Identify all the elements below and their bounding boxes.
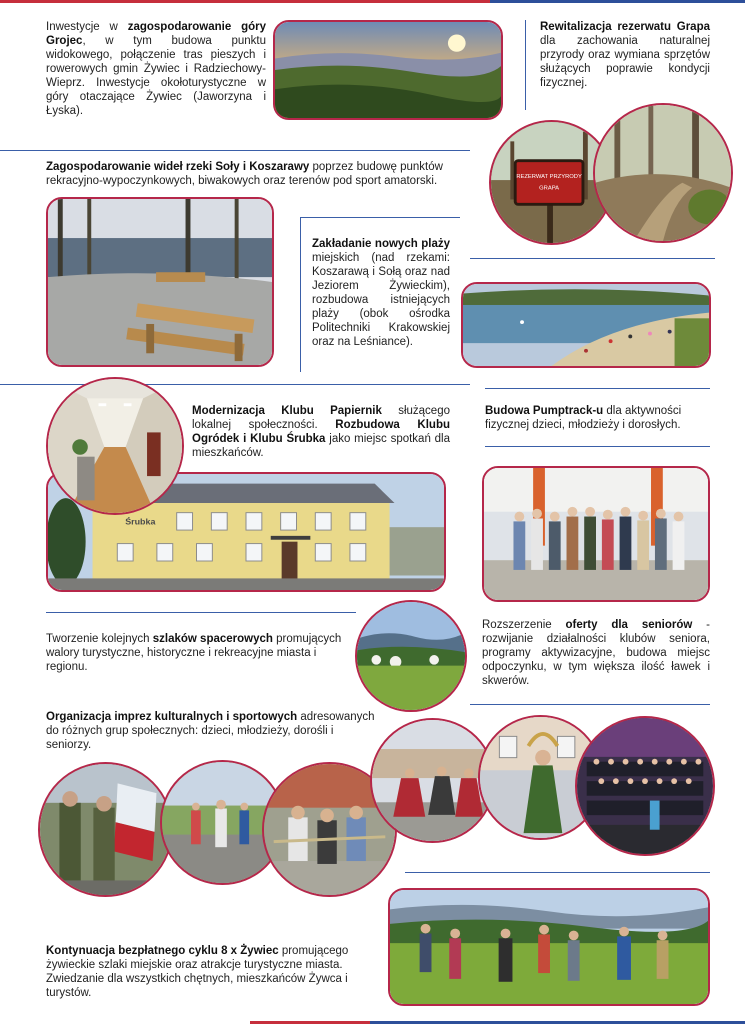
plaze-text: Zakładanie nowych plaży miejskich (nad rzekami: Koszarawą i Sołą oraz nad Jeziorem Żywieckim), rozbudowa istniejących plaży (obok ośrodka Politechniki Krakowskiej oraz na Leśniance). [312, 238, 450, 348]
city-tour-hikers-photo [388, 888, 710, 1006]
club-corridor-photo [46, 377, 184, 515]
building-sign-text: Śrubka [125, 516, 156, 527]
trail-meadow-photo [355, 600, 467, 712]
grojec-landscape-photo [273, 20, 503, 120]
grapa-bottom-rule [470, 258, 715, 259]
pumptrack-text: Budowa Pumptrack-u dla aktywności fizycznej dzieci, młodzieży i dorosłych. [485, 405, 682, 431]
imprezy-text: Organizacja imprez kulturalnych i sportowych adresowanych do różnych grup społecznych: dzieci, młodzieży, dorośli i seniorzy. [46, 711, 375, 751]
grapa-divider [525, 20, 526, 110]
seniorzy-bottom-rule [470, 704, 710, 705]
grojec-text: Inwestycje w zagospodarowanie góry Grojec, w tym budowa punktu widokowego, połączenie tras pieszych i rowerowych gmin Żywiec i Radziechowy-Wieprz. Inwestycje okołoturystyczne w góry otaczające Żywiec (Jaworzyna i Łyska). [46, 21, 266, 117]
seniors-group-photo [482, 466, 710, 602]
szlaki-text: Tworzenie kolejnych szlaków spacerowych promujących walory turystyczne, historyczne i rekreacyjne miasta i regionu. [46, 633, 342, 673]
event-military-photo [38, 762, 173, 897]
cykl-text: Kontynuacja bezpłatnego cyklu 8 x Żywiec promującego żywieckie szlaki miejskie oraz atrakcje turystyczne miasta. Zwiedzanie dla wszystkich chętnych, mieszkańców Żywca i turystów. [46, 945, 349, 999]
event-choir-photo [575, 716, 715, 856]
sign-line2: GRAPA [539, 185, 560, 192]
grapa-forest-path-photo [593, 103, 733, 243]
kluby-text: Modernizacja Klubu Papiernik służącego lokalnej społeczności. Rozbudowa Klubu Ogródek i Klubu Śrubka jako miejsc spotkań dla mieszkańców. [192, 405, 450, 459]
bench-riverside-photo [46, 197, 274, 367]
sola-text: Zagospodarowanie wideł rzeki Soły i Koszarawy poprzez budowę punktów rekracyjno-wypoczynkowych, biwakowych oraz terenów pod sport amatorski. [46, 161, 443, 187]
szlaki-top-rule [46, 612, 356, 613]
pumptrack-top-rule [485, 388, 710, 389]
seniorzy-text: Rozszerzenie oferty dla seniorów - rozwijanie działalności klubów seniora, programy aktywizacyjne, budowa miejsc odpoczynku, w tym większa ilość ławek i skwerów. [482, 619, 710, 687]
top-accent-bar-blue [490, 0, 745, 3]
top-accent-bar [0, 0, 490, 3]
grapa-text: Rewitalizacja rezerwatu Grapa dla zachowania naturalnej przyrody oraz wymiana sprzętów służących poprawie kondycji fizycznej. [540, 21, 710, 89]
cykl-top-rule [405, 872, 710, 873]
event-folk-dance-photo [370, 718, 495, 843]
beach-lake-photo [461, 282, 711, 368]
sola-divider [0, 150, 470, 151]
sign-line1: REZERWAT PRZYRODY [516, 174, 582, 181]
plaze-divider [300, 217, 301, 372]
plaze-top-rule [300, 217, 460, 218]
kluby-top-rule [0, 384, 470, 385]
pumptrack-bottom-rule [485, 446, 710, 447]
